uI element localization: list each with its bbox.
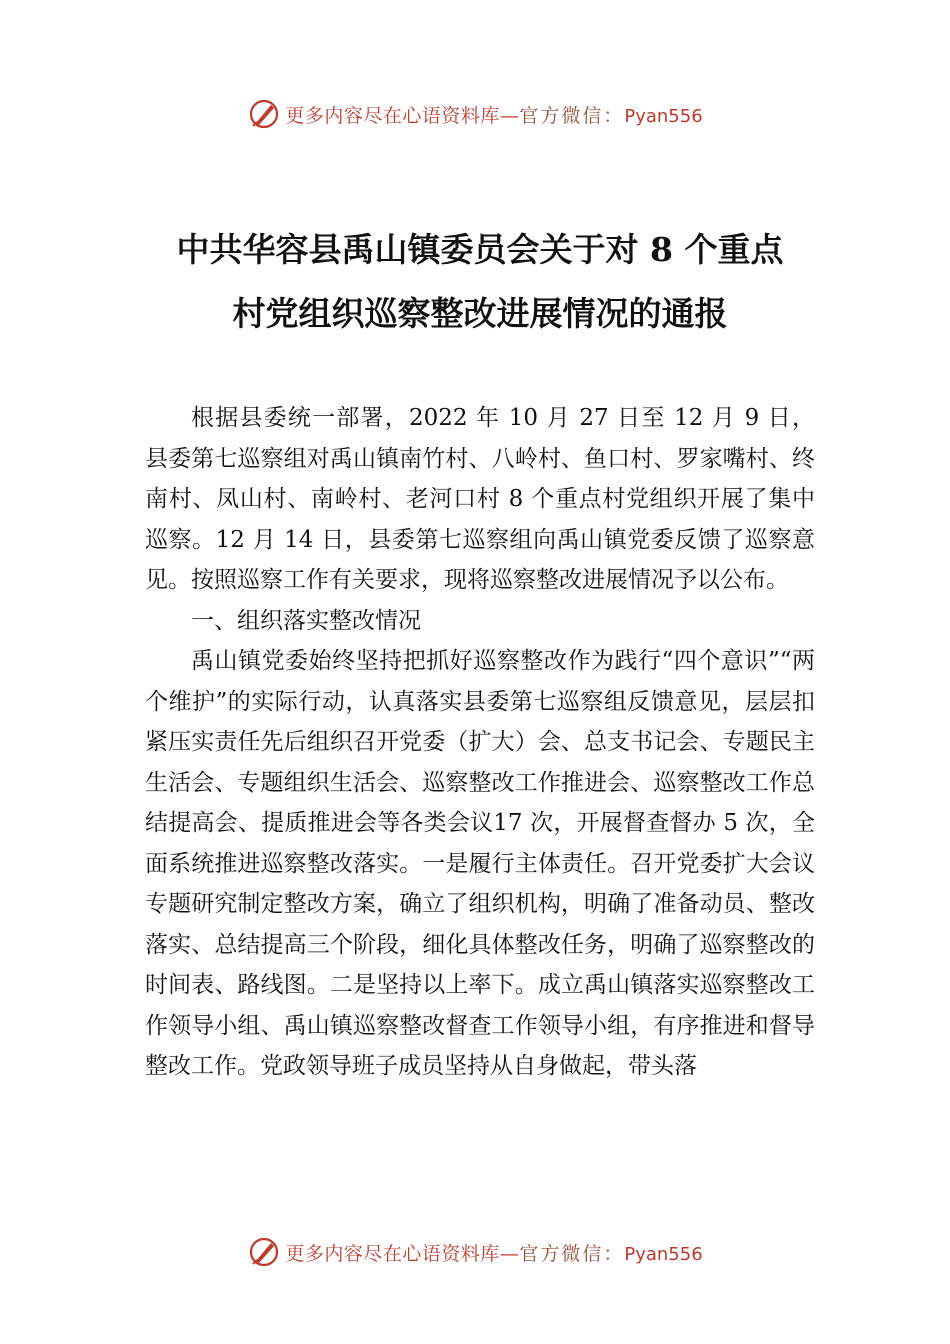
watermark-text: [285, 1239, 702, 1266]
quill-logo-icon: [247, 97, 281, 131]
watermark-wechat-label: 官方微信：: [519, 1242, 625, 1265]
footer-watermark: [0, 1232, 950, 1272]
quill-logo-icon: [247, 1235, 281, 1269]
section-heading: 一、组织落实整改情况: [191, 607, 421, 634]
title-line-2: 村党组织巡察整改进展情况的通报: [232, 294, 728, 333]
document-title: [140, 218, 820, 346]
watermark-wechat-id: Pyan556: [624, 1243, 703, 1265]
watermark-text: [285, 101, 702, 128]
watermark-library: 更多内容尽在心语资料库: [285, 104, 500, 127]
document-body: [145, 398, 815, 1087]
watermark-wechat-label: 官方微信：: [519, 104, 625, 127]
watermark-dash: —: [499, 104, 520, 127]
paragraph-section-1: 禹山镇党委始终坚持把抓好巡察整改作为践行“四个意识”“两个维护”的实际行动，认真落实县委第七巡察组反馈意见，层层扣紧压实责任先后组织召开党委（扩大）会、总支书记会、专题民主生活会、专题组织生活会、巡察整改工作推进会、巡察整改工作总结提高会、提质推进会等各类会议17 次，开展督查督办 5 次，全面系统推进巡察整改落实。一是履行主体责任。召开党委扩大会议专题研究制定整改方案，确立了组织机构，明确了准备动员、整改落实、总结提高三个阶段，细化具体整改任务，明确了巡察整改的时间表、路线图。二是坚持以上率下。成立禹山镇落实巡察整改工作领导小组、禹山镇巡察整改督查工作领导小组，有序推进和督导整改工作。党政领导班子成员坚持从自身做起，带头落: [145, 648, 815, 1079]
watermark-wechat-id: Pyan556: [624, 105, 703, 127]
watermark-library: 更多内容尽在心语资料库: [285, 1242, 500, 1265]
title-line-1: 中共华容县禹山镇委员会关于对 8 个重点: [176, 230, 784, 269]
header-watermark: [0, 94, 950, 134]
watermark-dash: —: [499, 1242, 520, 1265]
paragraph-intro: 根据县委统一部署，2022 年 10 月 27 日至 12 月 9 日， 县委第七巡察组对禹山镇南竹村、八岭村、鱼口村、罗家嘴村、终南村、凤山村、南岭村、老河口村 8 个重点村党组织开展了集中巡察。12 月 14 日，县委第七巡察组向禹山镇党委反馈了巡察意见。按照巡察工作有关要求，现将巡察整改进展情况予以公布。: [145, 405, 816, 593]
